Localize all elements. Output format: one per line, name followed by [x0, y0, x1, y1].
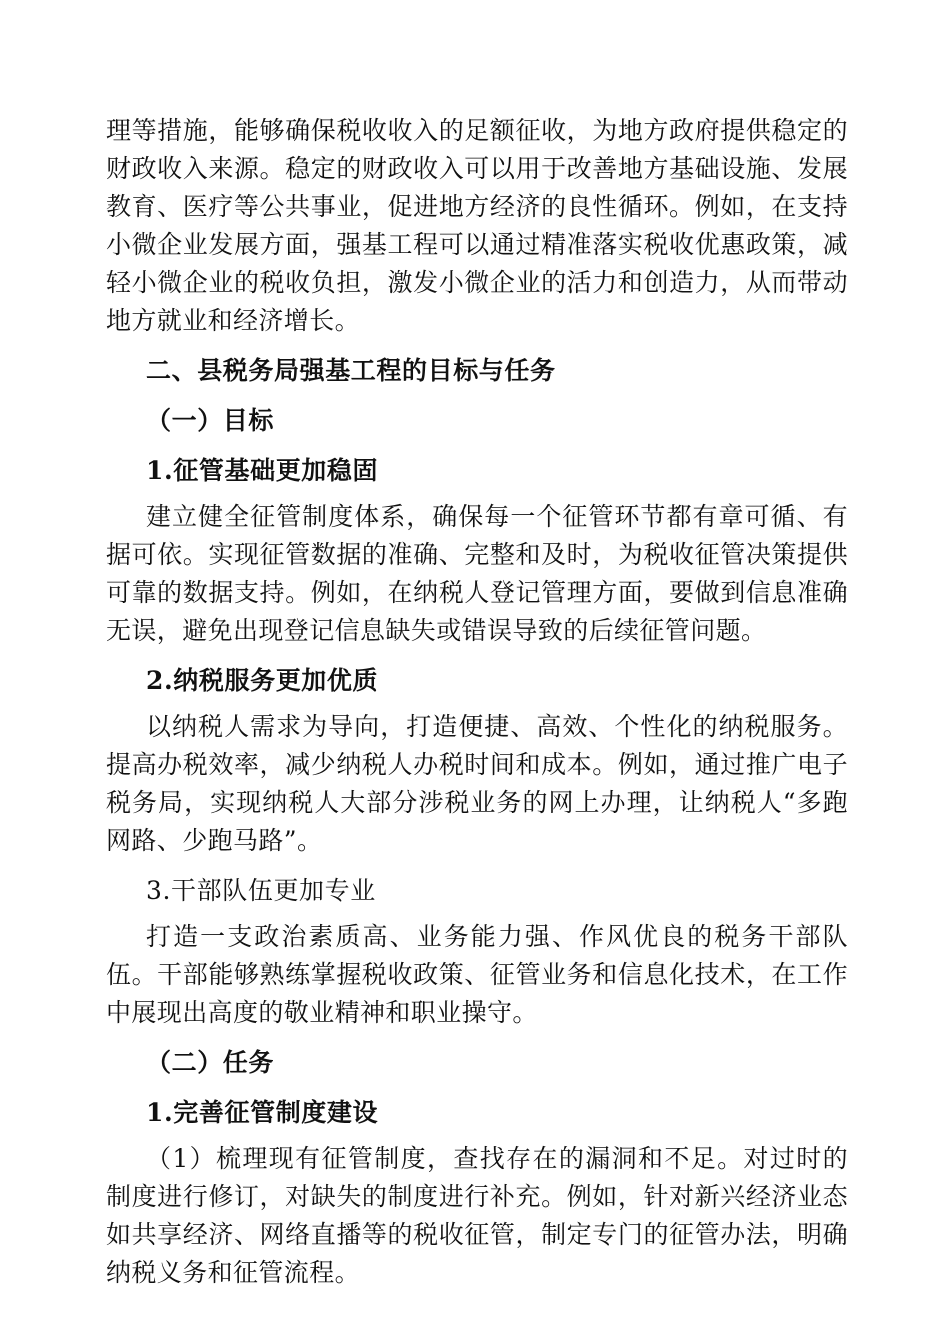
- goal-1-heading: 1.征管基础更加稳固: [146, 456, 379, 485]
- subsection-goals-heading: （一）目标: [146, 406, 275, 435]
- document-page: [106, 112, 848, 1292]
- intro-paragraph: 理等措施，能够确保税收收入的足额征收，为地方政府提供稳定的财政收入来源。稳定的财政收入可以用于改善地方基础设施、发展教育、医疗等公共事业，促进地方经济的良性循环。例如，在支持小微企业发展方面，强基工程可以通过精准落实税收优惠政策，减轻小微企业的税收负担，激发小微企业的活力和创造力，从而带动地方就业和经济增长。: [106, 116, 848, 335]
- goal-3-paragraph: 打造一支政治素质高、业务能力强、作风优良的税务干部队伍。干部能够熟练掌握税收政策、征管业务和信息化技术，在工作中展现出高度的敬业精神和职业操守。: [106, 922, 848, 1027]
- section-2-heading: 二、县税务局强基工程的目标与任务: [146, 356, 556, 385]
- subsection-tasks-heading: （二）任务: [146, 1048, 275, 1077]
- goal-2-paragraph: 以纳税人需求为导向，打造便捷、高效、个性化的纳税服务。提高办税效率，减少纳税人办税时间和成本。例如，通过推广电子税务局，实现纳税人大部分涉税业务的网上办理，让纳税人“多跑网路、少跑马路”。: [106, 712, 848, 855]
- goal-2-heading: 2.纳税服务更加优质: [146, 666, 379, 695]
- task-1-paragraph: （1）梳理现有征管制度，查找存在的漏洞和不足。对过时的制度进行修订，对缺失的制度进行补充。例如，针对新兴经济业态如共享经济、网络直播等的税收征管，制定专门的征管办法，明确纳税义务和征管流程。: [106, 1144, 848, 1287]
- task-1-heading: 1.完善征管制度建设: [146, 1098, 379, 1127]
- goal-1-paragraph: 建立健全征管制度体系，确保每一个征管环节都有章可循、有据可依。实现征管数据的准确、完整和及时，为税收征管决策提供可靠的数据支持。例如，在纳税人登记管理方面，要做到信息准确无误，避免出现登记信息缺失或错误导致的后续征管问题。: [106, 502, 848, 645]
- goal-3-heading: 3.干部队伍更加专业: [146, 876, 376, 905]
